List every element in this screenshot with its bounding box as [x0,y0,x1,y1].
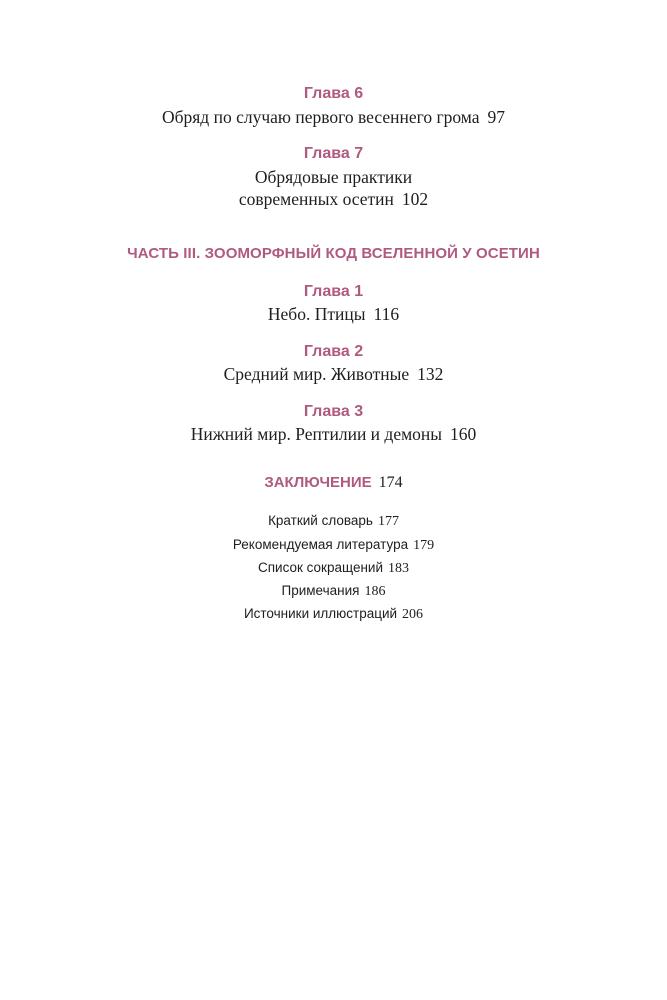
chapter-label-text: Глава 1 [303,283,364,300]
page-number: 132 [417,364,444,384]
page-number: 102 [401,189,429,209]
chapter-label-text: Глава 3 [303,403,364,420]
chapter-6-entry[interactable] [0,106,667,128]
page-number: 179 [413,538,435,553]
chapter-title: Нижний мир. Рептилии и демоны [190,424,443,444]
conclusion-title: ЗАКЛЮЧЕНИЕ [264,474,372,491]
page-number: 206 [402,607,424,622]
chapter-title-line2: современных осетин [238,189,394,209]
chapter-label-text: Глава 2 [303,343,364,360]
chapter-label-text: Глава 7 [303,145,364,162]
appendix-item-glossary[interactable] [0,512,667,531]
chapter-label-text: Глава 6 [303,85,364,102]
appendix-item-notes[interactable] [0,582,667,601]
appendix-title: Краткий словарь [268,513,373,528]
part3-chapter-1-entry[interactable] [0,303,667,325]
appendix-title: Источники иллюстраций [243,606,398,621]
part3-chapter-3-entry[interactable] [0,423,667,445]
page-number: 177 [377,514,399,529]
chapter-6-label [0,84,667,104]
part3-chapter-3-label [0,402,667,422]
page-number: 183 [388,561,409,576]
appendix-title: Рекомендуемая литература [232,537,409,552]
appendix-item-recommended-literature[interactable] [0,536,667,555]
page-number: 97 [487,107,506,127]
page-number: 116 [373,304,400,324]
chapter-title: Небо. Птицы [267,304,366,324]
chapter-title: Обряд по случаю первого весеннего грома [161,107,480,127]
appendix-title: Примечания [281,583,360,598]
chapter-7-entry-line1[interactable] [0,166,667,188]
part3-chapter-2-entry[interactable] [0,363,667,385]
chapter-title: Средний мир. Животные [223,364,410,384]
chapter-7-entry-line2[interactable] [0,188,667,210]
conclusion-entry[interactable] [0,473,667,493]
page-number: 160 [450,424,477,444]
appendix-title: Список сокращений [257,560,383,575]
chapter-title-line1: Обрядовые практики [254,167,413,187]
part3-chapter-1-label [0,282,667,302]
appendix-item-illustration-sources[interactable] [0,605,667,624]
appendix-item-abbreviations[interactable] [0,559,667,578]
part-title: ЧАСТЬ III. ЗООМОРФНЫЙ КОД ВСЕЛЕННОЙ У ОСЕТИН [127,245,540,262]
page-number: 174 [378,474,403,491]
part3-chapter-2-label [0,342,667,362]
part-3-heading[interactable] [0,244,667,264]
page-number: 186 [364,584,386,599]
chapter-7-label [0,144,667,164]
